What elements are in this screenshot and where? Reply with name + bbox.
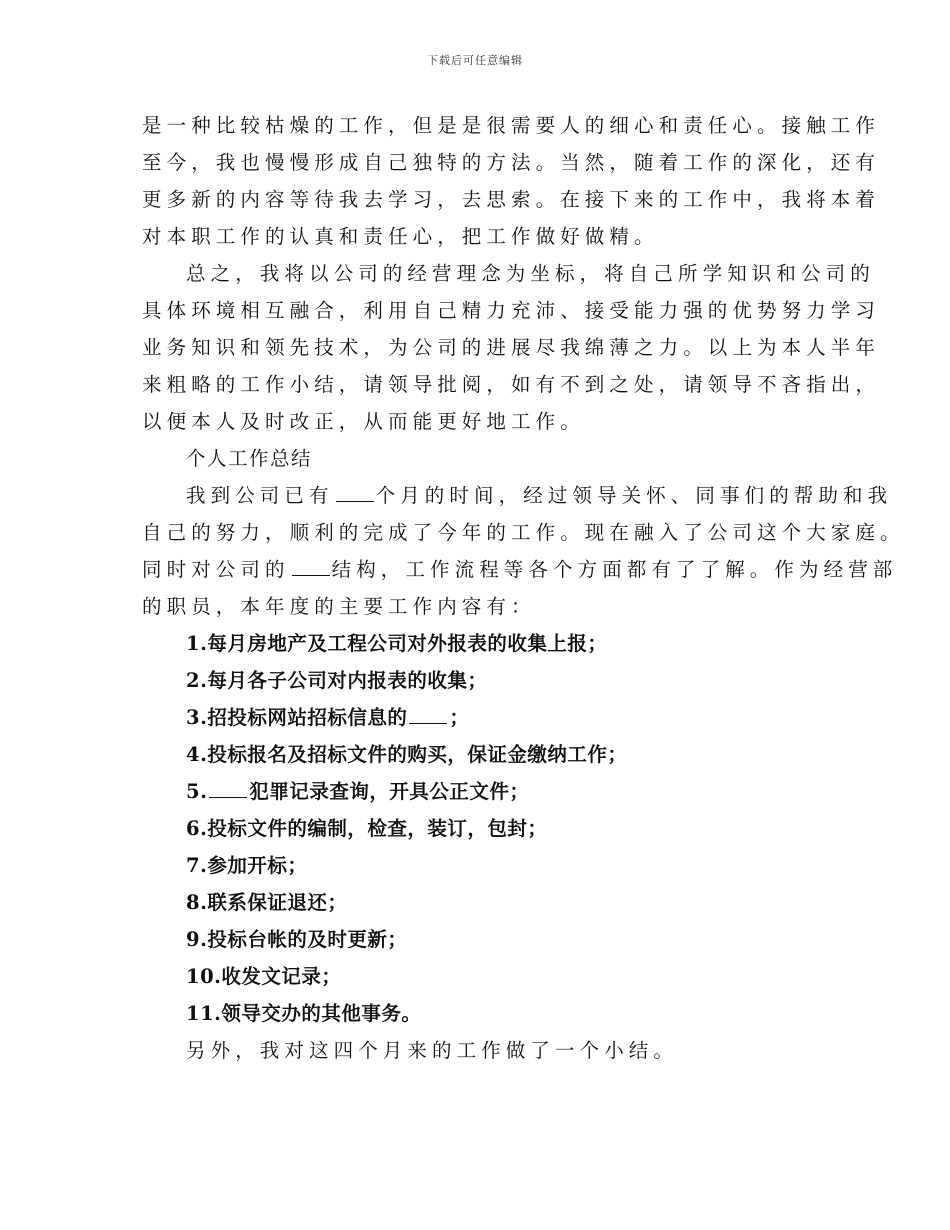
list-item <box>142 699 842 736</box>
paragraph-line <box>142 551 898 588</box>
paragraph-line: 对本职工作的认真和责任心，把工作做好做精。 <box>142 225 659 248</box>
list-item: 7.参加开标； <box>186 854 308 877</box>
text-segment: 5. <box>186 780 208 803</box>
paragraph-3 <box>142 477 905 625</box>
paragraph-line: 总之，我将以公司的经营理念为坐标，将自己所学知识和公司的 <box>186 262 875 285</box>
paragraph-line: 来粗略的工作小结，请领导批阅，如有不到之处，请领导不吝指出， <box>142 373 881 396</box>
text-segment: 结构，工作流程等各个方面都有了了解。作为经营部 <box>331 558 898 581</box>
paragraph-line: 是一种比较枯燥的工作，但是是很需要人的细心和责任心。接触工作 <box>142 114 881 137</box>
paragraph-line: 至今，我也慢慢形成自己独特的方法。当然，随着工作的深化，还有 <box>142 151 881 174</box>
list-item: 1.每月房地产及工程公司对外报表的收集上报； <box>186 632 608 655</box>
fill-blank <box>209 779 247 798</box>
work-item-list <box>142 625 842 1032</box>
paragraph-line: 自己的努力，顺利的完成了今年的工作。现在融入了公司这个大家庭。 <box>142 521 905 544</box>
list-item: 8.联系保证退还； <box>186 891 348 914</box>
text-segment: 犯罪记录查询，开具公正文件； <box>249 780 530 803</box>
paragraph-2 <box>142 255 881 440</box>
paragraph-line: 更多新的内容等待我去学习，去思索。在接下来的工作中，我将本着 <box>142 188 881 211</box>
text-segment: 我到公司已有 <box>186 484 334 507</box>
list-item: 6.投标文件的编制，检查，装订，包封； <box>186 817 548 840</box>
page-header: 下载后可任意编辑 <box>427 54 523 67</box>
fill-blank <box>409 705 447 724</box>
text-segment: ； <box>449 706 470 729</box>
section-title: 个人工作总结 <box>186 447 313 470</box>
fill-blank <box>292 557 330 576</box>
text-segment: 同时对公司的 <box>142 558 290 581</box>
list-item: 2.每月各子公司对内报表的收集； <box>186 669 488 692</box>
paragraph-line: 以便本人及时改正，从而能更好地工作。 <box>142 410 585 433</box>
list-item: 10.收发文记录； <box>186 965 342 988</box>
closing-line: 另外，我对这四个月来的工作做了一个小结。 <box>186 1039 679 1062</box>
paragraph-line: 的职员，本年度的主要工作内容有： <box>142 595 536 618</box>
list-item: 4.投标报名及招标文件的购买，保证金缴纳工作； <box>186 743 628 766</box>
paragraph-1 <box>142 107 881 255</box>
list-item: 9.投标台帐的及时更新； <box>186 928 408 951</box>
fill-blank <box>336 483 374 502</box>
paragraph-line: 业务知识和领先技术，为公司的进展尽我绵薄之力。以上为本人半年 <box>142 336 881 359</box>
document-body <box>142 107 905 1069</box>
paragraph-line <box>142 477 893 514</box>
paragraph-line: 具体环境相互融合，利用自己精力充沛、接受能力强的优势努力学习 <box>142 299 881 322</box>
list-item: 11.领导交办的其他事务。 <box>186 1002 422 1025</box>
text-segment: 3.招投标网站招标信息的 <box>186 706 408 729</box>
text-segment: 个月的时间，经过领导关怀、同事们的帮助和我 <box>375 484 893 507</box>
list-item <box>142 773 842 810</box>
